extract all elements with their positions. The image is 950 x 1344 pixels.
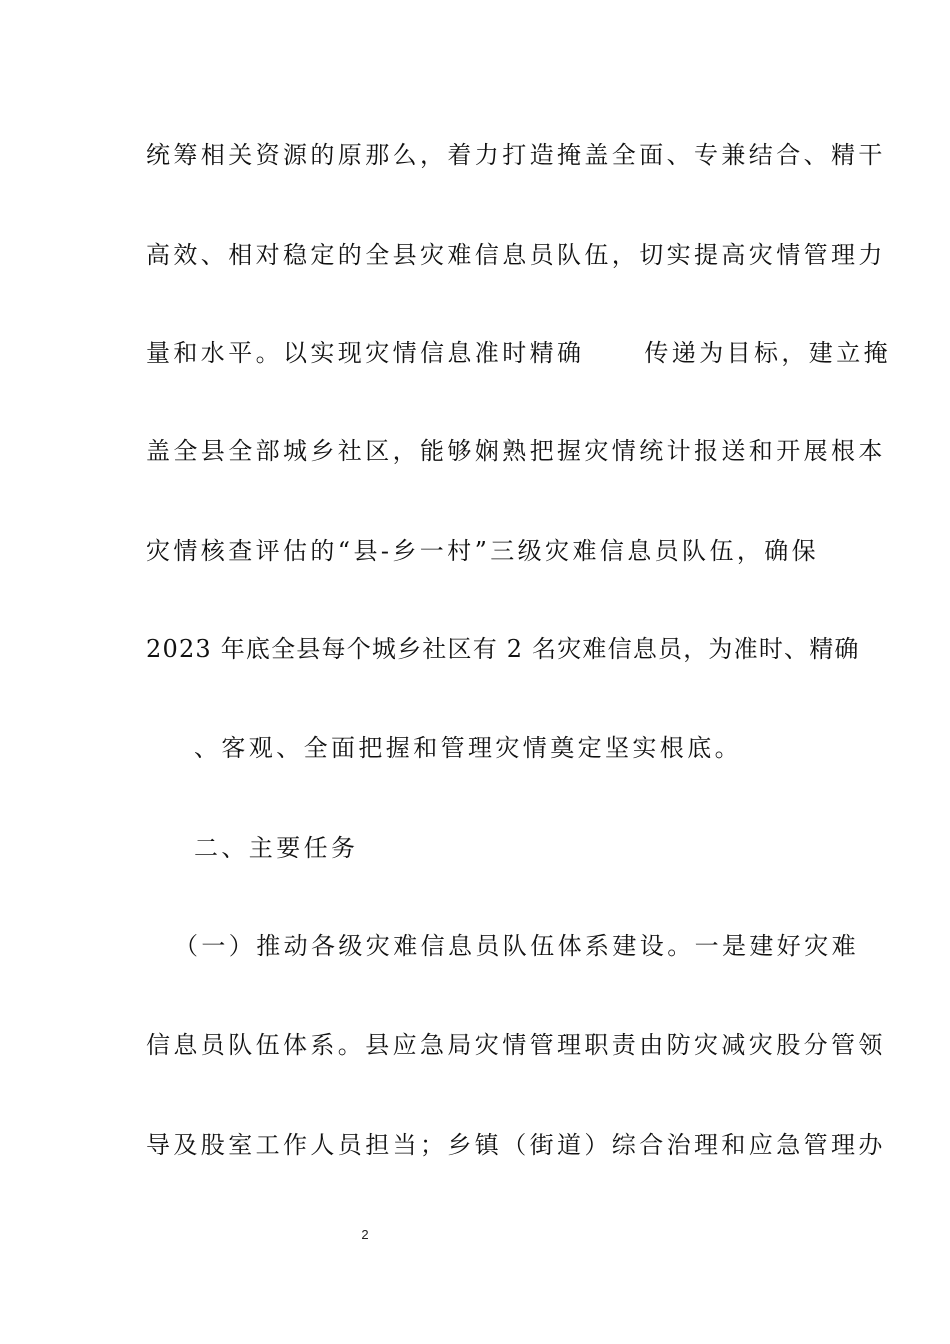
section-heading: 二、主要任务	[194, 834, 359, 862]
paragraph-line: 灾情核查评估的“县-乡一村”三级灾难信息员队伍，确保	[146, 537, 820, 565]
line-segment: 量和水平。以实现灾情信息准时精确	[146, 339, 585, 367]
paragraph-line	[146, 338, 892, 368]
subsection-line: （一）推动各级灾难信息员队伍体系建设。一是建好灾难	[174, 932, 859, 960]
line-segment: 传递为目标，建立掩	[644, 339, 892, 367]
paragraph-line: 、客观、全面把握和管理灾情奠定坚实根底。	[194, 734, 742, 762]
paragraph-line: 信息员队伍体系。县应急局灾情管理职责由防灾减灾股分管领	[146, 1031, 886, 1059]
paragraph-line: 盖全县全部城乡社区，能够娴熟把握灾情统计报送和开展根本	[146, 437, 886, 465]
paragraph-line: 高效、相对稳定的全县灾难信息员队伍，切实提高灾情管理力	[146, 241, 886, 269]
paragraph-line: 导及股室工作人员担当；乡镇（街道）综合治理和应急管理办	[146, 1131, 886, 1159]
paragraph-line: 统筹相关资源的原那么，着力打造掩盖全面、专兼结合、精干	[146, 141, 886, 169]
paragraph-line: 2023 年底全县每个城乡社区有 2 名灾难信息员，为准时、精确	[146, 635, 860, 663]
page-number: 2	[361, 1227, 369, 1242]
